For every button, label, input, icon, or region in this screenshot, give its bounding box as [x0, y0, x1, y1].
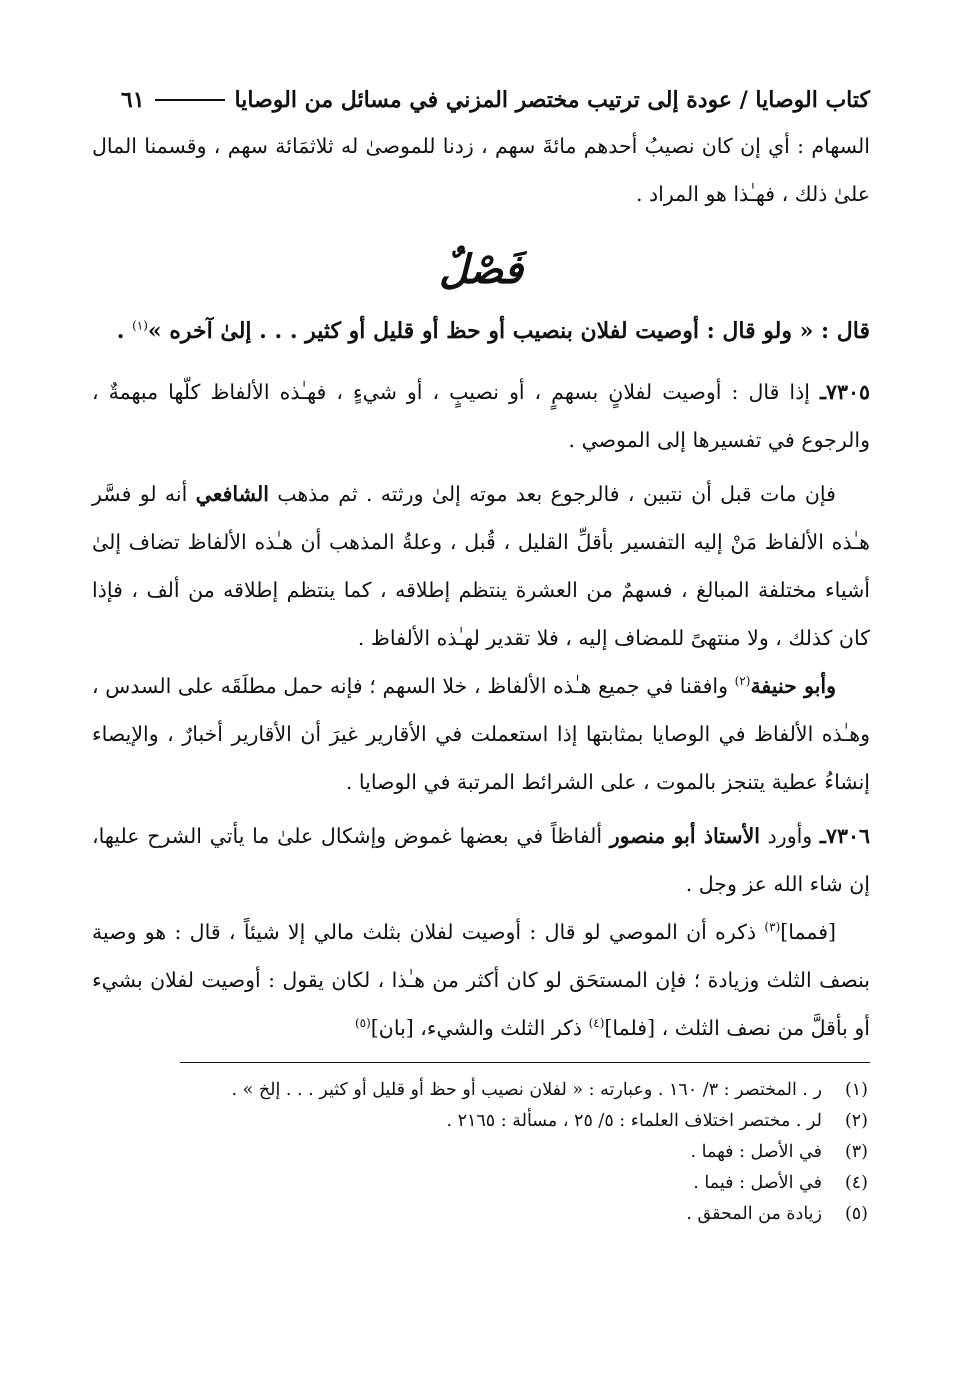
footnote-number: (٢) [844, 1111, 868, 1131]
footnote-item [92, 1199, 870, 1230]
footnote-ref-5: (٥) [354, 1016, 371, 1031]
paragraph-abu-hanifa [92, 662, 870, 806]
footnote-item [92, 1106, 870, 1137]
quoted-text [92, 306, 870, 356]
footnote-number: (٤) [844, 1173, 868, 1193]
name-shafii: الشافعي [195, 482, 269, 506]
footnote-text: في الأصل : فيما . [693, 1173, 822, 1193]
header-title: كتاب الوصايا / عودة إلى ترتيب مختصر المزني في مسائل من الوصايا [234, 87, 870, 113]
quote-end: . [116, 318, 133, 344]
header-rule [155, 99, 225, 101]
footnote-ref-1: (١) [132, 318, 148, 333]
footnote-item [92, 1137, 870, 1168]
paragraph-shafii-b: أنه لو فسَّر هـٰذه الألفاظ مَنْ إليه التفسير بأقلِّ القليل ، قُبل ، وعلةُ المذهب أن هـٰذه الألفاظ تضاف إلىٰ أشياء مختلفة المبالغ ، فسهمٌ من العشرة ينتظم إطلاقه ، كما ينتظم إطلاقه من ألف ، فإذا كان كذلك ، ولا منتهىً للمضاف إليه ، فلا تقدير لهـٰذه الألفاظ . [92, 482, 870, 650]
paragraph-7306-b: ألفاظاً في بعضها غموض وإشكال علىٰ ما يأتي الشرح عليها، إن شاء الله عز وجل . [92, 824, 870, 896]
paragraph-abu-hanifa-text: وافقنا في جميع هـٰذه الألفاظ ، خلا السهم ؛ فإنه حمل مطلَقَه على السدس ، وهـٰذه الألفاظ في الوصايا بمثابتها إذا استعملت في الأقارير غيرَ أن الأقارير أخبارٌ ، والإيصاء إنشاءُ عطية يتنجز بالموت ، على الشرائط المرتبة في الوصايا . [92, 674, 870, 794]
footnote-ref-3: (٣) [764, 920, 781, 935]
name-ustadh: الأستاذ أبو منصور [609, 824, 760, 848]
section-heading [92, 240, 870, 300]
paragraph-7305-text: إذا قال : أوصيت لفلانٍ بسهمٍ ، أو نصيبٍ ، أو شيءٍ ، فهـٰذه الألفاظ كلّها مبهمةٌ ، والرجوع في تفسيرها إلى الموصي . [92, 380, 870, 452]
paragraph-shafii [92, 470, 870, 662]
paragraph-number-7305: ٧٣٠٥ـ [819, 380, 870, 404]
footnote-text: زيادة من المحقق . [686, 1204, 822, 1224]
footnote-ref-2: (٢) [734, 674, 751, 689]
paragraph-fa-mimma-c: ذكر الثلث والشيء، [بان] [370, 1016, 589, 1040]
paragraph-shafii-a: فإن مات قبل أن نتبين ، فالرجوع بعد موته إلىٰ ورثته . ثم مذهب [268, 482, 836, 506]
footnotes [92, 1075, 870, 1230]
footnote-separator [180, 1062, 870, 1063]
footnote-number: (٥) [844, 1204, 868, 1224]
footnote-text: في الأصل : فهما . [690, 1142, 822, 1162]
paragraph-fa-mimma-a: [فمما] [780, 920, 836, 944]
running-header [92, 78, 870, 122]
paragraph-number-7306: ٧٣٠٦ـ [819, 824, 870, 848]
name-abu-hanifa: وأبو حنيفة [750, 674, 836, 698]
page-number: ٦١ [120, 87, 145, 113]
paragraph-fa-mimma [92, 908, 870, 1052]
book-page [92, 78, 870, 1230]
footnote-number: (١) [844, 1080, 868, 1100]
paragraph-fa-mimma-b: ذكره أن الموصي لو قال : أوصيت لفلان بثلث مالي إلا شيئاً ، قال : هو وصية بنصف الثلث وزيادة ؛ فإن المستحَق لو كان أكثر من هـٰذا ، لكان يقول : أوصيت لفلان بشيء أو بأقلَّ من نصف الثلث ، [فلما] [92, 920, 870, 1040]
footnote-text: ر . المختصر : ٣/ ١٦٠ . وعبارته : « لفلان نصيب أو حظ أو قليل أو كثير . . . إلخ » . [231, 1080, 822, 1100]
footnote-ref-4: (٤) [588, 1016, 605, 1031]
footnote-item [92, 1168, 870, 1199]
quote-label: قال : « ولو قال : أوصيت لفلان بنصيب أو حظ أو قليل أو كثير . . . إلىٰ آخره » [147, 318, 870, 344]
fasl-calligraphy: فَصْلٌ [438, 246, 524, 293]
paragraph-7305 [92, 368, 870, 464]
paragraph-7306-a: وأورد [759, 824, 820, 848]
intro-paragraph: السهام : أي إن كان نصيبُ أحدهم مائةَ سهم ، زدنا للموصىٰ له ثلاثمَائة سهم ، وقسمنا المال علىٰ ذلك ، فهـٰذا هو المراد . [92, 134, 870, 206]
footnote-number: (٣) [844, 1142, 868, 1162]
footnote-text: لر . مختصر اختلاف العلماء : ٥/ ٢٥ ، مسألة : ٢١٦٥ . [446, 1111, 822, 1131]
footnote-item [92, 1075, 870, 1106]
paragraph-7306 [92, 812, 870, 908]
